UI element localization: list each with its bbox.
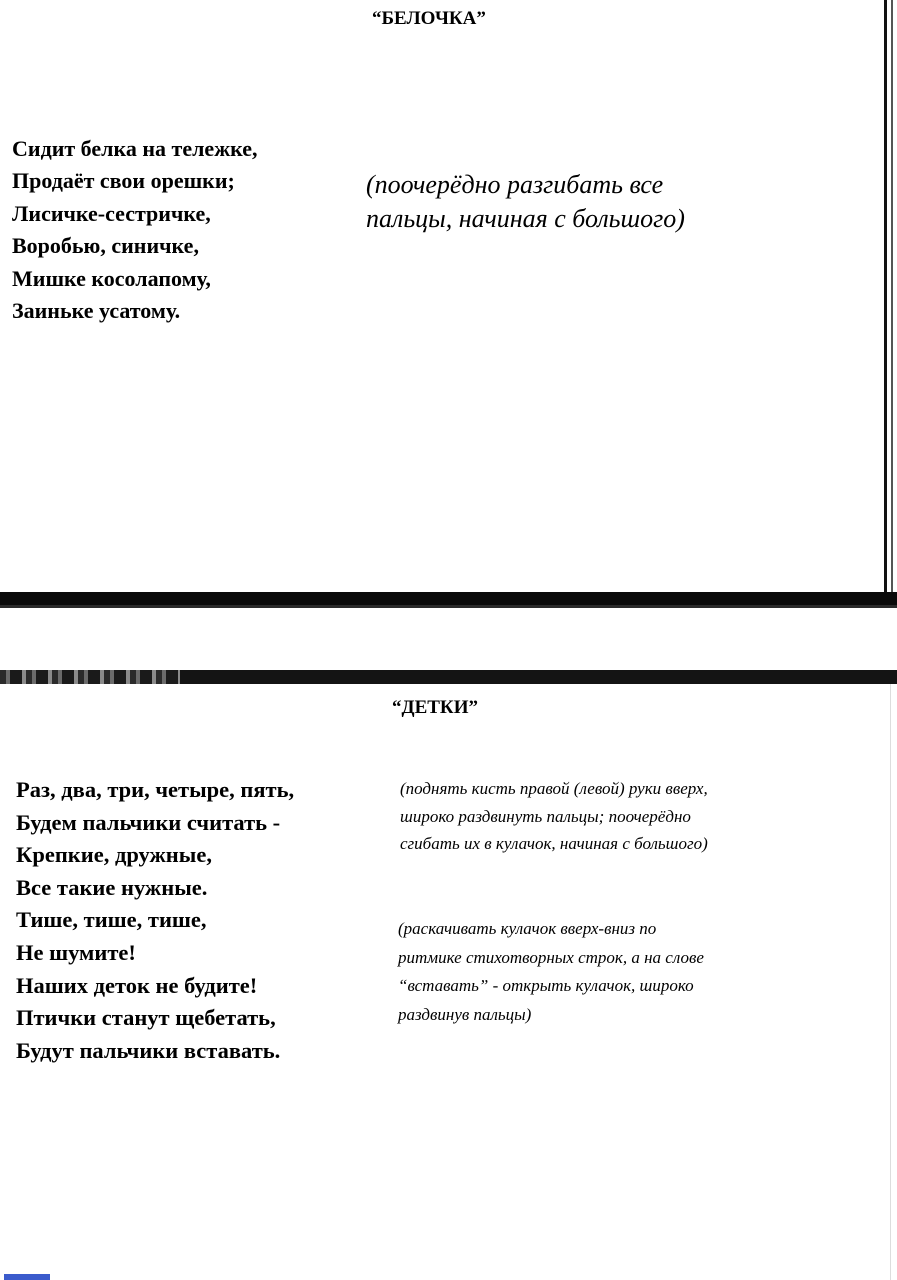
instruction-text xyxy=(400,775,708,858)
poem-line: Будут пальчики вставать. xyxy=(16,1037,281,1063)
poem-line: Раз, два, три, четыре, пять, xyxy=(16,777,295,802)
poem-text xyxy=(16,774,294,1067)
section-title: “ДЕТКИ” xyxy=(392,697,478,718)
poem-line: Продаёт свои орешки; xyxy=(12,168,235,194)
instruction-line: (поднять кисть правой (левой) руки вверх, xyxy=(400,779,708,798)
instruction-line: широко раздвинуть пальцы; поочерёдно xyxy=(400,806,691,826)
scan-edge-line xyxy=(890,684,897,1280)
instruction-line: (раскачивать кулачок вверх-вниз по xyxy=(398,919,657,938)
instruction-line: (поочерёдно разгибать все xyxy=(366,170,664,199)
scan-edge-line xyxy=(891,0,893,594)
poem-line: Воробью, синичке, xyxy=(12,233,199,259)
scan-color-mark xyxy=(4,1274,50,1280)
instruction-line: сгибать их в кулачок, начиная с большого) xyxy=(400,834,708,853)
poem-line: Заиньке усатому. xyxy=(12,298,181,324)
poem-line: Крепкие, дружные, xyxy=(16,842,212,868)
poem-line: Тише, тише, тише, xyxy=(16,907,207,933)
poem-line: Наших деток не будите! xyxy=(16,972,258,998)
poem-line: Мишке косолапому, xyxy=(12,265,211,291)
instruction-line: раздвинув пальцы) xyxy=(398,1004,532,1024)
section-title: “БЕЛОЧКА” xyxy=(372,8,486,29)
poem-line: Лисичке-сестричке, xyxy=(12,200,211,226)
instruction-line: “вставать” - открыть кулачок, широко xyxy=(398,976,694,995)
instruction-text xyxy=(398,915,704,1029)
instruction-line: ритмике стихотворных строк, а на слове xyxy=(398,947,704,967)
poem-text xyxy=(12,133,258,327)
scan-noise xyxy=(0,670,180,684)
poem-line: Сидит белка на тележке, xyxy=(12,136,258,161)
poem-line: Не шумите! xyxy=(16,939,136,965)
scan-edge-line xyxy=(884,0,887,594)
instruction-line: пальцы, начиная с большого) xyxy=(366,204,685,233)
instruction-text xyxy=(366,168,685,236)
poem-line: Будем пальчики считать - xyxy=(16,809,281,835)
scan-divider-bar xyxy=(0,605,897,608)
poem-line: Все такие нужные. xyxy=(16,874,208,900)
poem-line: Птички станут щебетать, xyxy=(16,1005,276,1031)
